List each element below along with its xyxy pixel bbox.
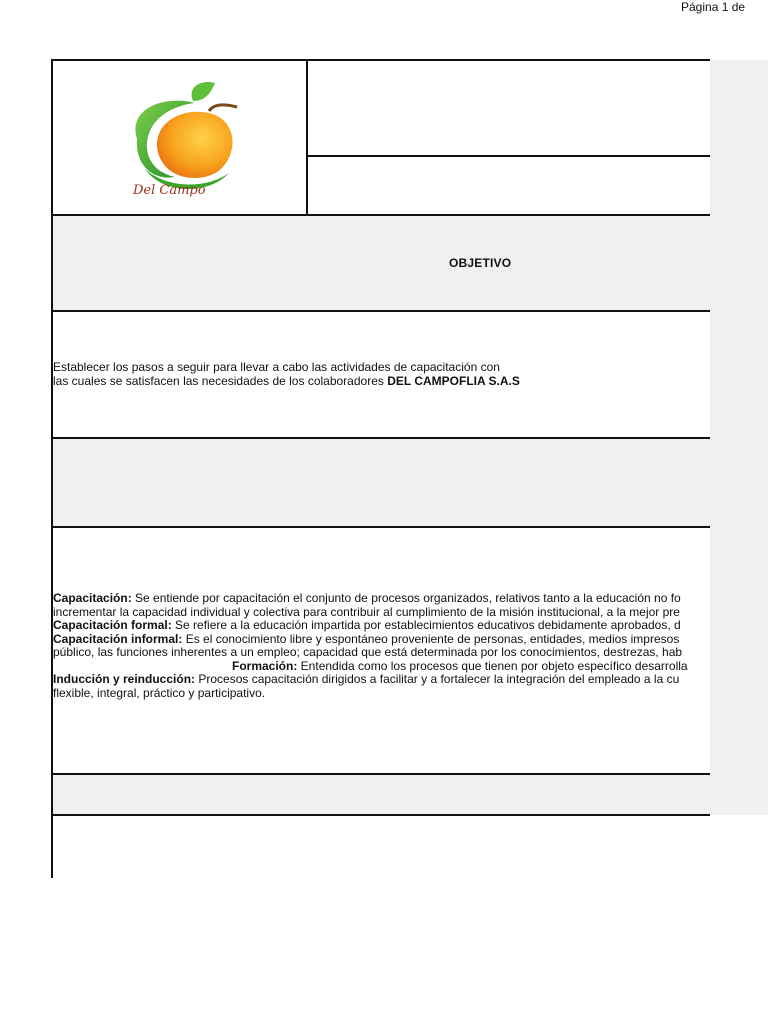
definition-line	[53, 633, 709, 647]
company-logo	[97, 77, 265, 201]
right-gray-column	[710, 60, 768, 216]
definition-term: Inducción y reinducción:	[53, 672, 196, 686]
section-header-shade	[53, 439, 768, 527]
objective-line-1: Establecer los pasos a seguir para llevar a cabo las actividades de capacitación con	[53, 361, 500, 374]
definition-text: Entendida como los procesos que tienen por objeto específico desarrolla	[297, 658, 688, 673]
logo-brand-text: Del Campo	[133, 183, 206, 198]
objective-line-2	[53, 375, 709, 389]
rule-section-header-bottom	[52, 526, 710, 528]
definition-text: público, las funciones inherentes a un empleo; capacidad que está determinada por los conocimientos, destrezas, hab	[53, 645, 683, 659]
right-gray-strip-objective	[710, 311, 768, 439]
definition-line	[53, 606, 709, 620]
footer-band-shade	[53, 775, 768, 815]
right-gray-strip-definitions	[710, 527, 768, 775]
definition-term: Capacitación informal:	[53, 631, 183, 646]
objective-text	[53, 361, 709, 388]
definition-line	[53, 592, 709, 606]
company-name: DEL CAMPOFLIA S.A.S	[387, 373, 520, 388]
rule-definitions-bottom	[52, 773, 710, 775]
rule-footer-band-bottom	[52, 814, 710, 816]
objective-line-2-prefix: las cuales se satisfacen las necesidades de los colaboradores	[53, 373, 388, 388]
definition-text: incrementar la capacidad individual y colectiva para contribuir al cumplimiento de la misión institucional, a la mejor pre	[53, 604, 680, 619]
page-number: Página 1 de	[681, 0, 746, 14]
definition-line	[53, 687, 709, 701]
definition-line	[53, 660, 709, 674]
rule-objective-bottom	[52, 310, 710, 312]
rule-left	[51, 59, 53, 878]
rule-logo-divider	[306, 59, 308, 216]
rule-top	[52, 59, 710, 61]
definition-text: Se refiere a la educación impartida por establecimientos educativos debidamente aprobados, d	[171, 618, 681, 632]
definition-line	[53, 619, 709, 633]
definition-text: Es el conocimiento libre y espontáneo proveniente de personas, entidades, medios impresos	[182, 631, 680, 646]
rule-objective-text-bottom	[52, 437, 710, 439]
definition-text: flexible, integral, práctico y participativo.	[53, 685, 266, 700]
definition-line	[53, 673, 709, 687]
definition-text: Procesos capacitación dirigidos a facilitar y a fortalecer la integración del empleado a la cu	[195, 672, 680, 686]
rule-header-bottom	[52, 214, 710, 216]
objective-title: OBJETIVO	[449, 256, 512, 270]
definitions-block	[53, 592, 709, 700]
definition-text: Se entiende por capacitación el conjunto de procesos organizados, relativos tanto a la educación no fo	[131, 592, 681, 605]
objective-header-shade	[53, 216, 768, 311]
definition-line	[53, 646, 709, 660]
definition-term: Formación:	[232, 658, 298, 673]
definition-term: Capacitación formal:	[53, 618, 172, 632]
rule-header-middle	[307, 155, 710, 157]
definition-term: Capacitación:	[53, 592, 132, 605]
